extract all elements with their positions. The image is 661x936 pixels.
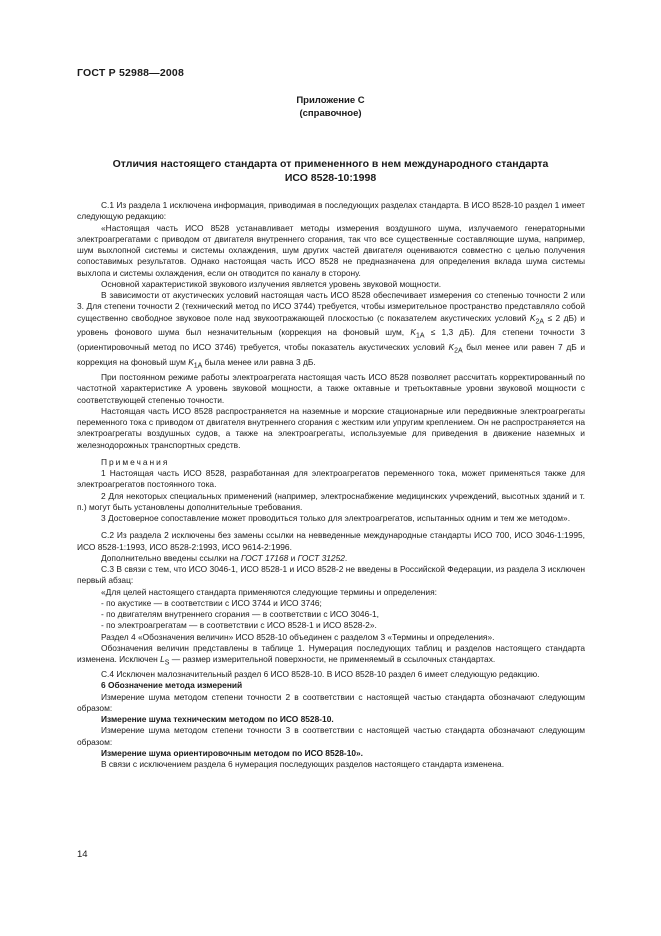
page-number: 14 [77,849,88,860]
paragraph-renumbering: В связи с исключением раздела 6 нумерация последующих разделов настоящего стандарта изменена. [101,759,505,770]
text-run: был менее или равен 7 дБ и коррекция на фоновый шум [77,342,586,368]
paragraph-steady-mode: При постоянном режиме работы электроагрегата настоящая часть ИСО 8528 позволяет рассчитать корректированный по частотной характеристике А уровень звуковой мощности, а также октавные и третьоктавные уровни звуковой мощности с соответствующей степенью точности. [77,372,585,405]
designation-technical [77,714,585,725]
appendix-title: Приложение С [296,95,365,106]
appendix-subtitle: (справочное) [299,108,362,119]
text-run: Обозначения величин представлены в таблице 1. Нумерация последующих таблиц и разделов настоящего стандарта изменена. Исключен [77,642,585,665]
document-code: ГОСТ Р 52988—2008 [77,67,185,79]
symbol-k2a: K [448,342,455,353]
paragraph-c2-refs [77,553,585,564]
designation-survey-text: Измерение шума ориентировочным методом по ИСО 8528-10». [101,747,364,758]
document-body [77,200,585,770]
title-line-1: Отличия настоящего стандарта от примененного в нем международного стандарта [112,158,549,170]
symbol-k1a: K [188,357,194,368]
text-run: ≤ 1,3 дБ). Для степени точности 3 (ориентировочный метод по ИСО 3746) требуется, чтобы показатель акустических условий [77,327,585,353]
note-3: 3 Достоверное сопоставление может проводиться только для электроагрегатов, испытанных одним и тем же методом». [101,513,571,524]
paragraph-c3-quote: «Для целей настоящего стандарта применяются следующие термины и определения: [101,586,437,597]
paragraph-applicability: Настоящая часть ИСО 8528 распространяется на наземные и морские стационарные или передвижные электроагрегаты переменного тока с приводом от двигателя внутреннего сгорания с жестким или упругим креплением. Он не распространяется на электроагрегаты воздушных судов, а также на электроагрегаты, используемые для приведения в движение наземных и железнодорожных транспортных средств. [77,405,585,450]
symbol-subscript: 2A [535,318,544,326]
text-run: была менее или равна 3 дБ. [202,357,316,368]
designation-survey [77,748,585,759]
note-2: 2 Для некоторых специальных применений (например, электроснабжение медицинских учреждений, высотных зданий и т. п.) могут быть установлены дополнительные требования. [77,490,585,512]
symbol-subscript: 1A [193,362,203,370]
symbol-k2a: K [529,312,536,323]
reference-gost-17168: ГОСТ 17168 [240,552,289,563]
paragraph-accuracy [77,290,585,372]
page-title [0,157,661,185]
notes-heading-text: Примечания [101,456,170,467]
paragraph-c1: С.1 Из раздела 1 исключена информация, приводимая в последующих разделах стандарта. В ИСО 8528-10 раздел 1 имеет следующую редакцию: [77,200,585,222]
appendix-heading [0,94,661,120]
paragraph-c2: С.2 Из раздела 2 исключены без замены ссылки на невведенные международные стандарты ИСО 700, ИСО 3046-1:1995, ИСО 8528-1:1993, ИСО 8528-2:1993, ИСО 9614-2:1996. [77,530,585,552]
symbol-subscript: 1A [415,333,425,341]
list-item: - по двигателям внутреннего сгорания — в соответствии с ИСО 3046-1, [101,609,379,620]
paragraph-c4: С.4 Исключен малозначительный раздел 6 ИСО 8528-10. В ИСО 8528-10 раздел 6 имеет следующую редакцию. [101,669,540,680]
paragraph-c3-symbols [77,643,585,669]
paragraph-s6-accuracy3: Измерение шума методом степени точности 3 в соответствии с настоящей частью стандарта обозначают следующим образом: [77,725,585,747]
reference-gost-31252: ГОСТ 31252 [297,552,345,563]
text-run: ≤ 2 дБ) и уровень фонового шума был незначительным (коррекция на фоновый шум, [77,312,585,338]
paragraph-c3: С.3 В связи с тем, что ИСО 3046-1, ИСО 8528-1 и ИСО 8528-2 не введены в Российской Федерации, из раздела 3 исключен первый абзац: [77,564,585,586]
notes-heading [77,457,585,468]
paragraph-s6-accuracy2: Измерение шума методом степени точности 2 в соответствии с настоящей частью стандарта обозначают следующим образом: [77,691,585,713]
section-6-heading [77,680,585,691]
text-run: В зависимости от акустических условий настоящая часть ИСО 8528 обеспечивает измерения со степенью точности 2 или 3. Для степени точности 2 (технический метод по ИСО 3744) требуется, чтобы измерительное пространство представляло собой существенно свободное звуковое поле над звукоотражающей плоскостью (с показателем акустических условий [77,290,585,323]
paragraph-c3-merge: Раздел 4 «Обозначения величин» ИСО 8528-10 объединен с разделом 3 «Термины и определения». [101,631,495,642]
text-run: и [288,552,298,563]
note-1: 1 Настоящая часть ИСО 8528, разработанная для электроагрегатов переменного тока, может применяться также для электроагрегатов постоянного тока. [77,468,585,490]
text-run: . [344,552,348,563]
title-line-2: ИСО 8528-10:1998 [284,172,377,184]
symbol-subscript: S [164,659,170,667]
section-6-heading-text: 6 Обозначение метода измерений [101,680,243,691]
paragraph-scope: «Настоящая часть ИСО 8528 устанавливает методы измерения воздушного шума, излучаемого генераторными электроагрегатами с приводом от двигателя внутреннего сгорания, так что все существенные составляющие шума, например, шум выхлопной системы и системы охлаждения, шум других частей двигателя оцениваются совместно с целью получения сопоставимых результатов. Однако настоящая часть ИСО 8528 не предназначена для определения вклада шума системы выхлопа и системы охлаждения, если он отводится по каналу в сторону. [77,222,585,278]
text-run: Дополнительно введены ссылки на [101,552,241,563]
symbol-k1a: K [410,327,416,338]
symbol-ls: L [160,654,165,665]
paragraph-characteristic: Основной характеристикой звукового излучения является уровень звуковой мощности. [101,278,442,289]
list-item: - по акустике — в соответствии с ИСО 3744 и ИСО 3746; [101,597,322,608]
list-item: - по электроагрегатам — в соответствии с ИСО 8528-1 и ИСО 8528-2». [101,620,377,631]
symbol-subscript: 2A [454,348,463,356]
text-run: — размер измерительной поверхности, не применяемый в ссылочных стандартах. [169,654,496,665]
designation-technical-text: Измерение шума техническим методом по ИСО 8528-10. [101,714,334,725]
